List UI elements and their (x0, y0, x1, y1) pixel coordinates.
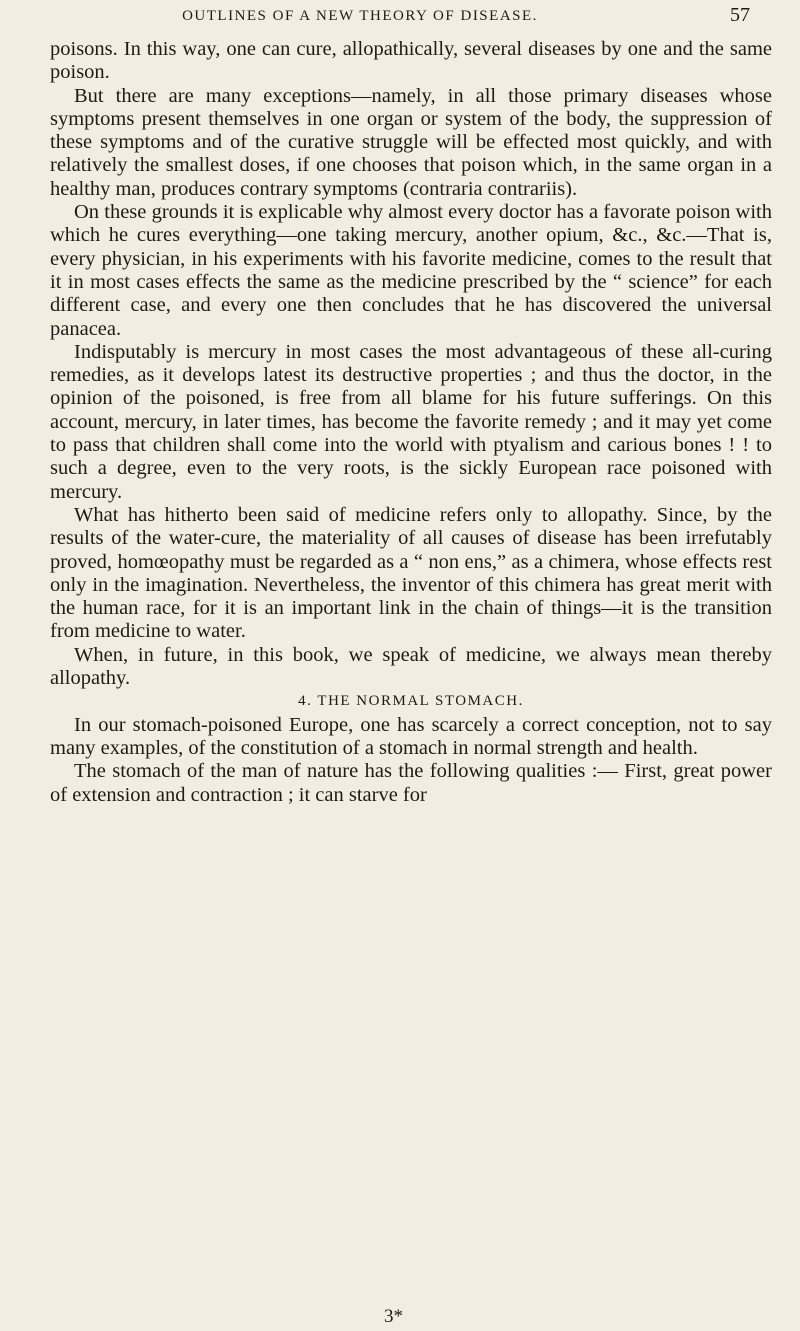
paragraph-continuation: poisons. In this way, one can cure, allopathically, several diseases by one and the same poison. (50, 38, 772, 84)
paragraph: But there are many exceptions—namely, in all those primary diseases whose symptoms present themselves in one organ or system of the body, the suppression of these symptoms and of the curative struggle will be effected most quickly, and with relatively the smallest doses, if one chooses that poison which, in the same organ in a healthy man, produces contrary symptoms (contraria contrariis). (50, 84, 772, 200)
paragraph: When, in future, in this book, we speak of medicine, we always mean thereby allopathy. (50, 643, 772, 690)
running-head: OUTLINES OF A NEW THEORY OF DISEASE. (182, 8, 538, 24)
paragraph: In our stomach-poisoned Europe, one has scarcely a correct conception, not to say many examples, of the constitution of a stomach in normal strength and health. (50, 713, 772, 759)
paragraph: What has hitherto been said of medicine refers only to allopathy. Since, by the results of the water-cure, the materiality of all causes of disease has been irrefutably proved, homœopathy must be regarded as a “ non ens,” as a chimera, whose effects rest only in the imagination. Nevertheless, the inventor of this chimera has great merit with the human race, for it is an important link in the chain of things—it is the transition from medicine to water. (50, 503, 772, 643)
signature-mark: 3* (384, 1306, 403, 1327)
paragraph: The stomach of the man of nature has the following qualities :— First, great power of extension and contraction ; it can starve for (50, 760, 772, 806)
paragraph: On these grounds it is explicable why almost every doctor has a favorate poison with which he cures everything—one taking mercury, another opium, &c., &c.—That is, every physician, in his experiments with his favorite medicine, comes to the result that it in most cases effects the same as the medicine prescribed by the “ science” for each different case, and every one then concludes that he has discovered the universal panacea. (50, 201, 772, 340)
body-text (50, 38, 772, 807)
page-number: 57 (730, 4, 750, 26)
paragraph: Indisputably is mercury in most cases the most advantageous of these all-curing remedies, as it develops latest its destructive properties ; and thus the doctor, in the opinion of the poisoned, is free from all blame for his future sufferings. On this account, mercury, in later times, has become the favorite remedy ; and it may yet come to pass that children shall come into the world with ptyalism and carious bones ! ! to such a degree, even to the very roots, is the sickly European race poisoned with mercury. (50, 340, 772, 503)
section-heading: 4. THE NORMAL STOMACH. (298, 693, 524, 710)
